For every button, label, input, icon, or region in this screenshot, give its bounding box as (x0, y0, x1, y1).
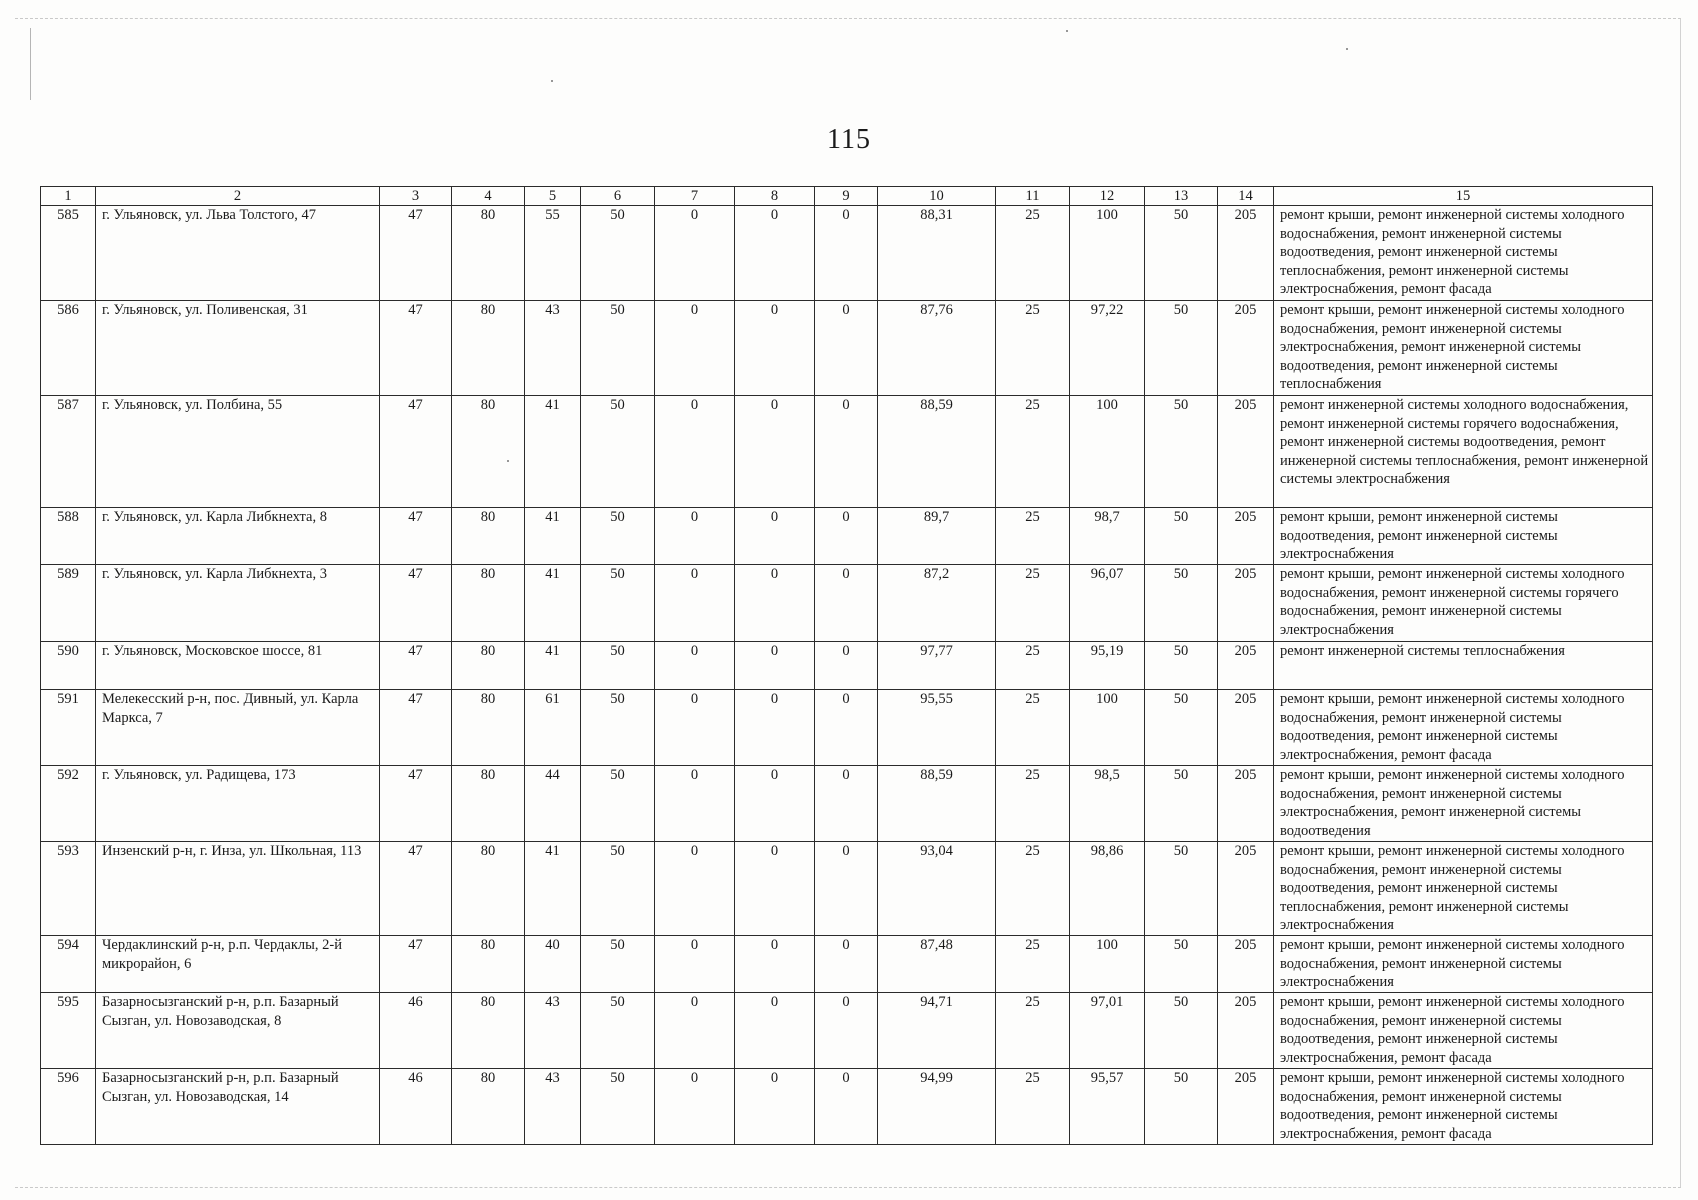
col-5: 41 (525, 508, 581, 565)
col-4: 80 (452, 642, 525, 690)
col-8: 0 (735, 690, 815, 766)
col-9: 0 (815, 993, 878, 1069)
col-12: 97,01 (1070, 993, 1145, 1069)
works-list: ремонт крыши, ремонт инженерной системы холодного водоснабжения, ремонт инженерной системы электроснабжения, ремонт инженерной системы водоотведения (1274, 766, 1653, 842)
col-7: 0 (655, 690, 735, 766)
col-13: 50 (1145, 301, 1218, 396)
col-6: 50 (581, 690, 655, 766)
col-11: 25 (996, 565, 1070, 642)
col-4: 80 (452, 301, 525, 396)
col-8: 0 (735, 508, 815, 565)
col-13: 50 (1145, 766, 1218, 842)
col-14: 205 (1218, 508, 1274, 565)
col-13: 50 (1145, 936, 1218, 993)
header-col-9: 9 (815, 187, 878, 206)
col-7: 0 (655, 642, 735, 690)
address: Мелекесский р-н, пос. Дивный, ул. Карла Маркса, 7 (96, 690, 380, 766)
col-4: 80 (452, 842, 525, 936)
col-9: 0 (815, 206, 878, 301)
col-3: 47 (380, 565, 452, 642)
col-3: 47 (380, 766, 452, 842)
col-5: 41 (525, 565, 581, 642)
col-4: 80 (452, 1069, 525, 1145)
row-number: 596 (41, 1069, 96, 1145)
col-9: 0 (815, 690, 878, 766)
col-8: 0 (735, 842, 815, 936)
header-col-12: 12 (1070, 187, 1145, 206)
col-11: 25 (996, 690, 1070, 766)
table-row (41, 642, 1653, 690)
col-11: 25 (996, 766, 1070, 842)
col-8: 0 (735, 936, 815, 993)
col-9: 0 (815, 766, 878, 842)
row-number: 592 (41, 766, 96, 842)
table-row (41, 206, 1653, 301)
table-row (41, 508, 1653, 565)
col-7: 0 (655, 206, 735, 301)
header-row (41, 187, 1653, 206)
col-10: 87,48 (878, 936, 996, 993)
header-col-3: 3 (380, 187, 452, 206)
col-9: 0 (815, 936, 878, 993)
address: г. Ульяновск, ул. Карла Либкнехта, 3 (96, 565, 380, 642)
table-row (41, 766, 1653, 842)
row-number: 594 (41, 936, 96, 993)
col-10: 88,31 (878, 206, 996, 301)
scan-speck (551, 80, 553, 82)
header-col-2: 2 (96, 187, 380, 206)
col-12: 98,5 (1070, 766, 1145, 842)
col-10: 88,59 (878, 766, 996, 842)
col-9: 0 (815, 1069, 878, 1145)
col-5: 43 (525, 993, 581, 1069)
col-8: 0 (735, 993, 815, 1069)
header-col-5: 5 (525, 187, 581, 206)
col-8: 0 (735, 206, 815, 301)
col-8: 0 (735, 396, 815, 508)
col-5: 41 (525, 842, 581, 936)
col-9: 0 (815, 842, 878, 936)
row-number: 590 (41, 642, 96, 690)
col-4: 80 (452, 690, 525, 766)
col-9: 0 (815, 642, 878, 690)
col-10: 94,71 (878, 993, 996, 1069)
col-14: 205 (1218, 206, 1274, 301)
row-number: 595 (41, 993, 96, 1069)
table-row (41, 993, 1653, 1069)
col-12: 97,22 (1070, 301, 1145, 396)
col-3: 47 (380, 642, 452, 690)
address: г. Ульяновск, ул. Поливенская, 31 (96, 301, 380, 396)
col-6: 50 (581, 508, 655, 565)
address: Чердаклинский р-н, р.п. Чердаклы, 2-й микрорайон, 6 (96, 936, 380, 993)
col-10: 87,76 (878, 301, 996, 396)
col-8: 0 (735, 1069, 815, 1145)
col-10: 87,2 (878, 565, 996, 642)
row-number: 587 (41, 396, 96, 508)
row-number: 585 (41, 206, 96, 301)
col-4: 80 (452, 508, 525, 565)
address: г. Ульяновск, ул. Карла Либкнехта, 8 (96, 508, 380, 565)
col-5: 41 (525, 396, 581, 508)
col-7: 0 (655, 936, 735, 993)
header-col-4: 4 (452, 187, 525, 206)
margin-mark (30, 28, 31, 100)
col-6: 50 (581, 565, 655, 642)
col-6: 50 (581, 206, 655, 301)
col-3: 46 (380, 993, 452, 1069)
col-6: 50 (581, 301, 655, 396)
col-10: 94,99 (878, 1069, 996, 1145)
col-4: 80 (452, 206, 525, 301)
table-row (41, 936, 1653, 993)
table-row (41, 565, 1653, 642)
col-13: 50 (1145, 396, 1218, 508)
col-11: 25 (996, 936, 1070, 993)
table-header (41, 187, 1653, 206)
header-col-14: 14 (1218, 187, 1274, 206)
col-12: 95,19 (1070, 642, 1145, 690)
works-list: ремонт крыши, ремонт инженерной системы холодного водоснабжения, ремонт инженерной системы водоотведения, ремонт инженерной системы теплоснабжения, ремонт инженерной системы электроснабжения (1274, 842, 1653, 936)
col-6: 50 (581, 993, 655, 1069)
col-13: 50 (1145, 206, 1218, 301)
col-8: 0 (735, 565, 815, 642)
col-3: 47 (380, 301, 452, 396)
col-6: 50 (581, 1069, 655, 1145)
col-9: 0 (815, 396, 878, 508)
repair-program-table (40, 186, 1653, 1145)
col-12: 100 (1070, 396, 1145, 508)
col-11: 25 (996, 508, 1070, 565)
col-13: 50 (1145, 642, 1218, 690)
col-5: 41 (525, 642, 581, 690)
col-7: 0 (655, 565, 735, 642)
col-14: 205 (1218, 690, 1274, 766)
col-11: 25 (996, 1069, 1070, 1145)
col-6: 50 (581, 396, 655, 508)
table-row (41, 301, 1653, 396)
header-col-7: 7 (655, 187, 735, 206)
col-14: 205 (1218, 301, 1274, 396)
col-7: 0 (655, 993, 735, 1069)
works-list: ремонт инженерной системы холодного водоснабжения, ремонт инженерной системы горячего водоснабжения, ремонт инженерной системы водоотведения, ремонт инженерной системы теплоснабжения, ремонт инженерной системы электроснабжения (1274, 396, 1653, 508)
scan-speck (1066, 30, 1068, 32)
col-3: 47 (380, 842, 452, 936)
works-list: ремонт крыши, ремонт инженерной системы водоотведения, ремонт инженерной системы электроснабжения (1274, 508, 1653, 565)
col-13: 50 (1145, 508, 1218, 565)
page-number: 115 (827, 124, 871, 155)
col-5: 43 (525, 301, 581, 396)
works-list: ремонт инженерной системы теплоснабжения (1274, 642, 1653, 690)
col-5: 61 (525, 690, 581, 766)
col-3: 47 (380, 690, 452, 766)
address: г. Ульяновск, ул. Радищева, 173 (96, 766, 380, 842)
table-row (41, 1069, 1653, 1145)
scan-speck (1346, 48, 1348, 50)
col-10: 89,7 (878, 508, 996, 565)
address: Инзенский р-н, г. Инза, ул. Школьная, 113 (96, 842, 380, 936)
col-3: 47 (380, 936, 452, 993)
address: г. Ульяновск, ул. Полбина, 55 (96, 396, 380, 508)
col-7: 0 (655, 396, 735, 508)
header-col-8: 8 (735, 187, 815, 206)
works-list: ремонт крыши, ремонт инженерной системы холодного водоснабжения, ремонт инженерной системы водоотведения, ремонт инженерной системы электроснабжения, ремонт фасада (1274, 1069, 1653, 1145)
col-5: 40 (525, 936, 581, 993)
col-4: 80 (452, 766, 525, 842)
col-7: 0 (655, 301, 735, 396)
col-12: 98,7 (1070, 508, 1145, 565)
address: Базарносызганский р-н, р.п. Базарный Сызган, ул. Новозаводская, 14 (96, 1069, 380, 1145)
works-list: ремонт крыши, ремонт инженерной системы холодного водоснабжения, ремонт инженерной системы водоотведения, ремонт инженерной системы электроснабжения, ремонт фасада (1274, 690, 1653, 766)
row-number: 593 (41, 842, 96, 936)
row-number: 591 (41, 690, 96, 766)
col-11: 25 (996, 206, 1070, 301)
col-12: 100 (1070, 206, 1145, 301)
col-10: 88,59 (878, 396, 996, 508)
col-11: 25 (996, 301, 1070, 396)
col-7: 0 (655, 842, 735, 936)
col-8: 0 (735, 301, 815, 396)
col-6: 50 (581, 842, 655, 936)
col-12: 98,86 (1070, 842, 1145, 936)
header-col-13: 13 (1145, 187, 1218, 206)
col-13: 50 (1145, 842, 1218, 936)
col-4: 80 (452, 396, 525, 508)
col-5: 55 (525, 206, 581, 301)
col-6: 50 (581, 766, 655, 842)
col-3: 47 (380, 396, 452, 508)
col-14: 205 (1218, 842, 1274, 936)
col-6: 50 (581, 642, 655, 690)
col-4: 80 (452, 993, 525, 1069)
col-9: 0 (815, 301, 878, 396)
col-6: 50 (581, 936, 655, 993)
address: г. Ульяновск, ул. Льва Толстого, 47 (96, 206, 380, 301)
col-8: 0 (735, 766, 815, 842)
row-number: 589 (41, 565, 96, 642)
address: г. Ульяновск, Московское шоссе, 81 (96, 642, 380, 690)
col-4: 80 (452, 936, 525, 993)
col-12: 96,07 (1070, 565, 1145, 642)
col-14: 205 (1218, 766, 1274, 842)
col-5: 43 (525, 1069, 581, 1145)
col-14: 205 (1218, 396, 1274, 508)
col-14: 205 (1218, 993, 1274, 1069)
col-10: 95,55 (878, 690, 996, 766)
row-number: 586 (41, 301, 96, 396)
header-col-10: 10 (878, 187, 996, 206)
address: Базарносызганский р-н, р.п. Базарный Сызган, ул. Новозаводская, 8 (96, 993, 380, 1069)
col-12: 95,57 (1070, 1069, 1145, 1145)
works-list: ремонт крыши, ремонт инженерной системы холодного водоснабжения, ремонт инженерной системы электроснабжения (1274, 936, 1653, 993)
table-body (41, 206, 1653, 1145)
col-9: 0 (815, 565, 878, 642)
col-11: 25 (996, 642, 1070, 690)
col-13: 50 (1145, 993, 1218, 1069)
table-row (41, 396, 1653, 508)
works-list: ремонт крыши, ремонт инженерной системы холодного водоснабжения, ремонт инженерной системы водоотведения, ремонт инженерной системы теплоснабжения, ремонт инженерной системы электроснабжения, ремонт фасада (1274, 206, 1653, 301)
header-col-1: 1 (41, 187, 96, 206)
col-7: 0 (655, 1069, 735, 1145)
col-10: 93,04 (878, 842, 996, 936)
works-list: ремонт крыши, ремонт инженерной системы холодного водоснабжения, ремонт инженерной системы водоотведения, ремонт инженерной системы электроснабжения, ремонт фасада (1274, 993, 1653, 1069)
col-14: 205 (1218, 642, 1274, 690)
col-14: 205 (1218, 936, 1274, 993)
row-number: 588 (41, 508, 96, 565)
header-col-6: 6 (581, 187, 655, 206)
col-14: 205 (1218, 1069, 1274, 1145)
col-3: 47 (380, 508, 452, 565)
header-col-15: 15 (1274, 187, 1653, 206)
col-12: 100 (1070, 690, 1145, 766)
col-7: 0 (655, 508, 735, 565)
header-col-11: 11 (996, 187, 1070, 206)
col-13: 50 (1145, 1069, 1218, 1145)
col-7: 0 (655, 766, 735, 842)
col-14: 205 (1218, 565, 1274, 642)
col-3: 47 (380, 206, 452, 301)
col-4: 80 (452, 565, 525, 642)
works-list: ремонт крыши, ремонт инженерной системы холодного водоснабжения, ремонт инженерной системы электроснабжения, ремонт инженерной системы водоотведения, ремонт инженерной системы теплоснабжения (1274, 301, 1653, 396)
table-row (41, 690, 1653, 766)
works-list: ремонт крыши, ремонт инженерной системы холодного водоснабжения, ремонт инженерной системы горячего водоснабжения, ремонт инженерной системы электроснабжения (1274, 565, 1653, 642)
table-row (41, 842, 1653, 936)
col-5: 44 (525, 766, 581, 842)
col-10: 97,77 (878, 642, 996, 690)
col-13: 50 (1145, 565, 1218, 642)
col-11: 25 (996, 396, 1070, 508)
col-9: 0 (815, 508, 878, 565)
col-11: 25 (996, 842, 1070, 936)
col-3: 46 (380, 1069, 452, 1145)
col-11: 25 (996, 993, 1070, 1069)
col-8: 0 (735, 642, 815, 690)
col-13: 50 (1145, 690, 1218, 766)
col-12: 100 (1070, 936, 1145, 993)
